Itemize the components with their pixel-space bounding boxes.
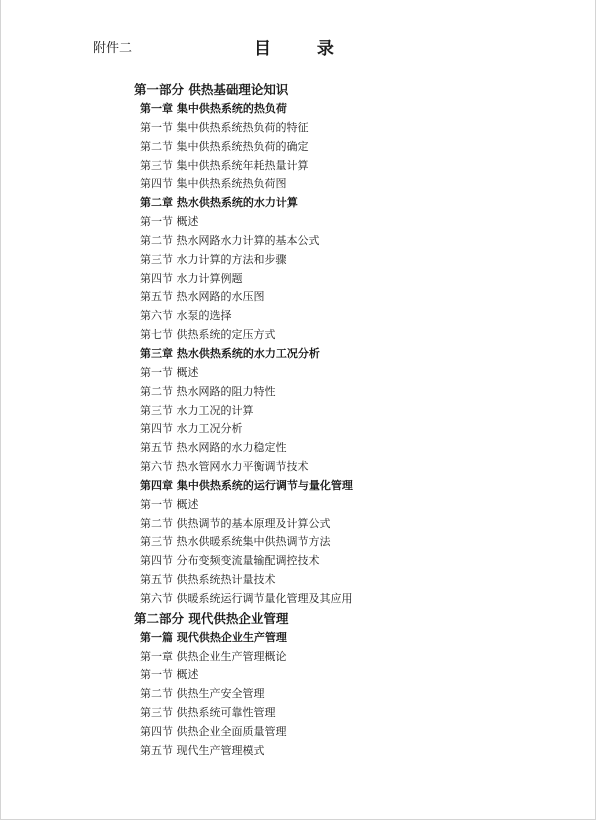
attachment-label: 附件二 <box>93 41 133 56</box>
toc-section-entry: 第一节 概述 <box>140 668 199 682</box>
toc-section-entry: 第六节 热水管网水力平衡调节技术 <box>140 460 309 474</box>
toc-chapter-entry: 第一章 集中供热系统的热负荷 <box>140 102 287 115</box>
toc-chapter-entry: 第一篇 现代供热企业生产管理 <box>140 630 287 644</box>
toc-part-entry: 第二部分 现代供热企业管理 <box>134 610 289 626</box>
table-of-contents <box>1 80 596 761</box>
toc-section-entry: 第一节 概述 <box>140 497 199 511</box>
toc-section-entry: 第二节 集中供热系统热负荷的确定 <box>140 139 309 153</box>
toc-chapter-entry: 第三章 热水供热系统的水力工况分析 <box>140 346 320 360</box>
toc-section-entry: 第四节 水力工况分析 <box>140 422 243 436</box>
toc-section-entry: 第三节 水力计算的方法和步骤 <box>140 252 287 266</box>
toc-section-entry: 第一节 概述 <box>140 215 199 229</box>
toc-section-entry: 第五节 热水网路的水压图 <box>140 290 265 304</box>
toc-section-entry: 第四节 供热企业全面质量管理 <box>140 725 287 738</box>
toc-section-entry: 第二节 供热生产安全管理 <box>140 687 265 701</box>
toc-section-entry: 第三节 集中供热系统年耗热量计算 <box>140 158 309 172</box>
toc-section-entry: 第六节 水泵的选择 <box>140 309 232 323</box>
toc-section-entry: 第五节 现代生产管理模式 <box>140 743 265 757</box>
toc-part-entry: 第一部分 供热基础理论知识 <box>134 82 289 97</box>
toc-chapter-entry: 第四章 集中供热系统的运行调节与量化管理 <box>140 478 353 492</box>
toc-section-entry: 第一节 集中供热系统热负荷的特征 <box>140 120 309 134</box>
page-title: 目 录 <box>254 39 354 59</box>
toc-section-entry: 第五节 供热系统热计量技术 <box>140 573 276 587</box>
toc-section-entry: 第三节 热水供暖系统集中供热调节方法 <box>140 535 331 549</box>
toc-section-entry: 第二节 热水网路的阻力特性 <box>140 384 276 398</box>
toc-section-entry: 第三节 水力工况的计算 <box>140 403 254 417</box>
toc-section-entry: 第四节 集中供热系统热负荷图 <box>140 177 287 191</box>
toc-section-entry: 第一章 供热企业生产管理概论 <box>140 649 287 663</box>
toc-section-entry: 第四节 分布变频变流量输配调控技术 <box>140 554 320 568</box>
toc-section-entry: 第四节 水力计算例题 <box>140 271 243 285</box>
toc-section-entry: 第一节 概述 <box>140 365 199 379</box>
toc-chapter-entry: 第二章 热水供热系统的水力计算 <box>140 196 298 210</box>
toc-section-entry: 第六节 供暖系统运行调节量化管理及其应用 <box>140 591 353 605</box>
toc-section-entry: 第二节 热水网路水力计算的基本公式 <box>140 233 320 247</box>
toc-section-entry: 第二节 供热调节的基本原理及计算公式 <box>140 516 331 530</box>
toc-section-entry: 第七节 供热系统的定压方式 <box>140 328 276 342</box>
toc-section-entry: 第三节 供热系统可靠性管理 <box>140 706 276 720</box>
toc-section-entry: 第五节 热水网路的水力稳定性 <box>140 441 287 455</box>
